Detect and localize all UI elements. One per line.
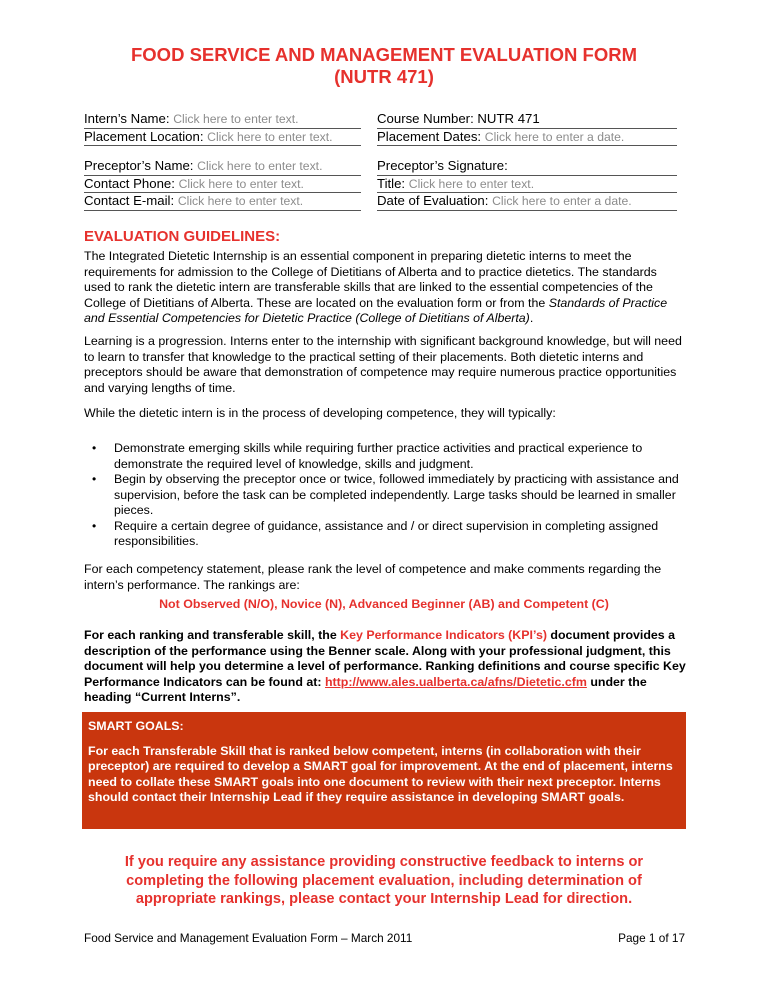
preceptor-info-block (84, 158, 361, 211)
contact-email-field[interactable]: Contact E-mail: Click here to enter text. (84, 193, 361, 211)
intern-name-input[interactable]: Click here to enter text. (173, 112, 299, 126)
title-field[interactable]: Title: Click here to enter text. (377, 176, 677, 194)
list-item: • Demonstrate emerging skills while requiring further practice activities and practical experience to demonstrate the required level of knowledge, skills and judgment. (92, 441, 643, 471)
kpi-link[interactable]: http://www.ales.ualberta.ca/afns/Dietetic.cfm (324, 674, 587, 689)
placement-dates-input[interactable]: Click here to enter a date. (484, 129, 625, 144)
list-item: • Require a certain degree of guidance, assistance and / or direct supervision in completing assigned responsibilities. (92, 518, 659, 548)
smart-goals-title: SMART GOALS: (88, 719, 184, 733)
course-info-block (377, 111, 677, 146)
preceptor-name-field[interactable]: Preceptor’s Name: Click here to enter text. (84, 158, 361, 176)
list-item: • Begin by observing the preceptor once or twice, followed immediately by practicing with assistance and supervision, before the task can be completed independently. Large tasks should be learned in smaller pieces. (92, 472, 679, 517)
contact-phone-field[interactable]: Contact Phone: Click here to enter text. (84, 176, 361, 194)
smart-goals-body: For each Transferable Skill that is ranked below competent, interns (in collaboration with their preceptor) are required to develop a SMART goal for improvement. At the end of placement, interns need to collate these SMART goals into one document to review with their next preceptor. Interns should contact their Internship Lead if they require assistance in developing SMART goals. (88, 743, 673, 804)
placement-location-field[interactable]: Placement Location: Click here to enter text. (84, 129, 361, 147)
guidelines-paragraph-2: Learning is a progression. Interns enter to the internship with significant background knowledge, but will need to learn to transfer that knowledge to the practical setting of their placements. Both dietetic interns and preceptors should be aware that demonstration of competence may require numerous practice opportunities and varying lengths of time. (84, 334, 682, 395)
smart-goals-box (82, 712, 686, 829)
guidelines-paragraph-1: The Integrated Dietetic Internship is an essential component in preparing dietetic interns to meet the requirements for admission to the College of Dietitians of Alberta and to practice dietetics. The standards used to rank the dietetic intern are transferable skills that are linked to the essential competencies of the College of Dietitians of Alberta. These are located on the evaluation form or from the Standards of Practice and Essential Competencies for Dietetic Practice (College of Dietitians of Alberta). (84, 249, 668, 325)
placement-dates-field[interactable]: Placement Dates: Click here to enter a date. (377, 129, 677, 147)
evaluation-guidelines-heading: EVALUATION GUIDELINES: (84, 228, 281, 245)
preceptor-signature-field[interactable]: Preceptor’s Signature: (377, 158, 677, 176)
competence-bullet-list (84, 441, 684, 550)
assistance-note: If you require any assistance providing constructive feedback to interns or completing the following placement evaluation, including determination of appropriate rankings, please contact your Internship Lead for direction. (124, 854, 644, 908)
form-subtitle: (NUTR 471) (334, 66, 434, 87)
rankings-line: Not Observed (N/O), Novice (N), Advanced Beginner (AB) and Competent (C) (159, 597, 609, 611)
date-of-evaluation-input[interactable]: Click here to enter a date. (492, 194, 632, 208)
footer-form-name: Food Service and Management Evaluation Form – March 2011 (84, 931, 413, 945)
bullet-icon: • (92, 441, 97, 455)
contact-email-input[interactable]: Click here to enter text. (177, 194, 304, 208)
course-number-field: Course Number: NUTR 471 (377, 111, 677, 129)
signature-info-block (377, 158, 677, 211)
date-of-evaluation-field[interactable]: Date of Evaluation: Click here to enter a date. (377, 193, 677, 211)
placement-location-input[interactable]: Click here to enter text. (207, 129, 333, 144)
guidelines-paragraph-4: For each competency statement, please rank the level of competence and make comments regarding the intern’s performance. The rankings are: (84, 562, 662, 592)
guidelines-paragraph-3: While the dietetic intern is in the process of developing competence, they will typically: (84, 406, 556, 420)
footer-page-number: Page 1 of 17 (618, 931, 685, 945)
intern-name-field[interactable]: Intern’s Name: Click here to enter text. (84, 111, 361, 129)
kpi-paragraph: For each ranking and transferable skill, the Key Performance Indicators (KPI’s) document provides a description of the performance using the Benner scale. Along with your professional judgment, this document will help you determine a level of performance. Ranking definitions and course specific Key Performance Indicators can be found at: http://www.ales.ualberta.ca/afns/Dietetic.cfm under the heading “Current Interns”. (84, 628, 686, 704)
bullet-icon: • (92, 518, 97, 533)
form-title: FOOD SERVICE AND MANAGEMENT EVALUATION FORM (130, 44, 637, 65)
preceptor-name-input[interactable]: Click here to enter text. (197, 159, 323, 173)
intern-info-block (84, 111, 361, 146)
title-input[interactable]: Click here to enter text. (408, 176, 535, 191)
contact-phone-input[interactable]: Click here to enter text. (178, 176, 304, 191)
bullet-icon: • (92, 472, 97, 486)
